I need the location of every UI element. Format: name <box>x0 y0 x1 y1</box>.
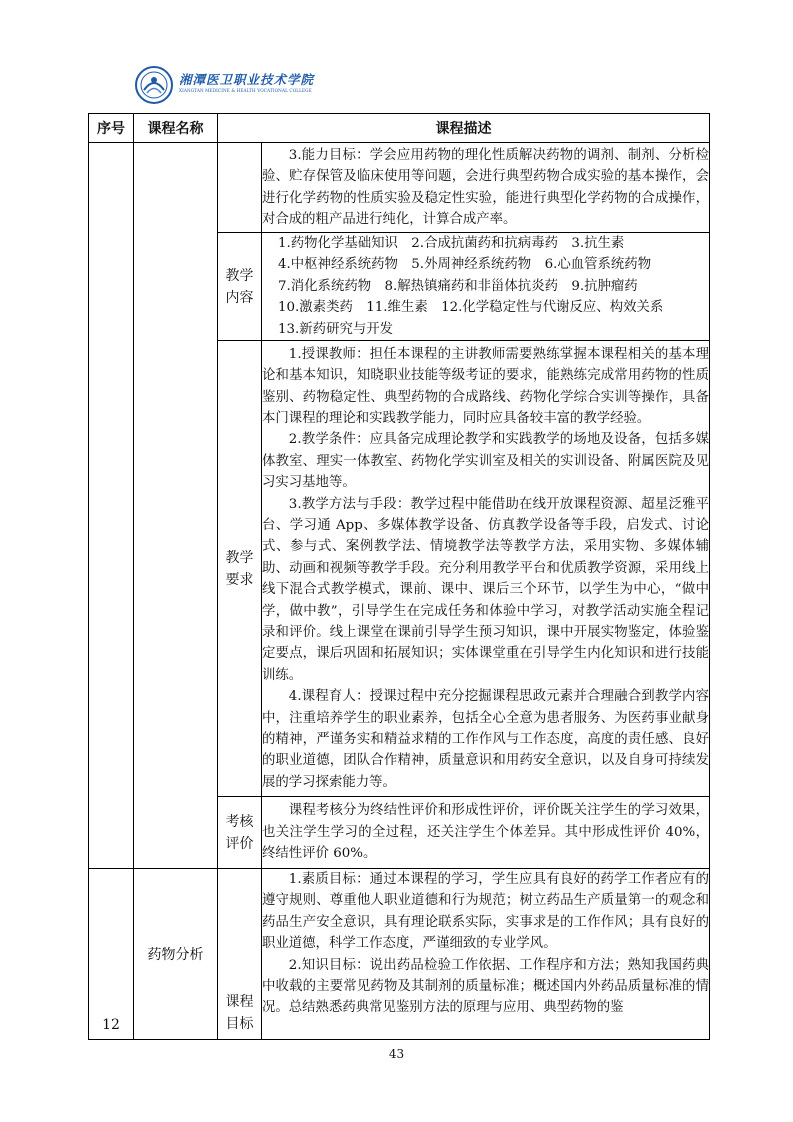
goal-paragraph: 1.素质目标：通过本课程的学习，学生应具有良好的药学工作者应有的遵守规则、尊重他人职业道德和行为规范；树立药品生产质量第一的观念和药品生产安全意识，具有理论联系实际，实事求是的工作作风；具有良好的职业道德，科学工作态度，严谨细致的专业学风。 <box>262 872 709 952</box>
table-header-row <box>89 114 710 143</box>
content-line: 4.中枢神经系统药物 5.外周神经系统药物 6.心血管系统药物 <box>278 257 652 273</box>
course-cell-empty <box>134 143 218 869</box>
course-name-cell: 药物分析 <box>134 869 218 1040</box>
college-emblem-icon <box>135 66 173 104</box>
table-row <box>89 143 710 233</box>
ability-goal-cell <box>262 143 710 233</box>
assessment-cell <box>262 797 710 869</box>
content-line: 7.消化系统药物 8.解热镇痛药和非甾体抗炎药 9.抗肿瘤药 <box>278 278 638 294</box>
goal-label: 课程 目标 <box>218 869 262 1040</box>
requirement-paragraph: 2.教学条件：应具备完成理论教学和实践教学的场地及设备，包括多媒体教室、理实一体教室、药物化学实训室及相关的实训设备、附属医院及见习实习基地等。 <box>262 432 709 491</box>
seq-cell-empty <box>89 143 134 869</box>
requirement-paragraph: 3.教学方法与手段：教学过程中能借助在线开放课程资源、超星泛雅平台、学习通 App、多媒体教学设备、仿真教学设备等手段，启发式、讨论式、参与式、案例教学法、情境教学法等教学方法，采用实物、多媒体辅助、动画和视频等教学手段。充分利用教学平台和优质教学资源，采用线上线下混合式教学模式，课前、课中、课后三个环节，以学生为中心，“做中学，做中教”，引导学生在完成任务和体验中学习，对教学活动实施全程记录和评价。线上课堂在课前引导学生预习知识，课中开展实物鉴定，体验鉴定要点，课后巩固和拓展知识；实体课堂重在引导学生内化知识和进行技能训练。 <box>262 496 709 683</box>
logo-text-cn: 湘潭医卫职业技术学院 <box>179 72 315 87</box>
header-desc: 课程描述 <box>218 114 710 143</box>
content-line: 10.激素类药 11.维生素 12.化学稳定性与代谢反应、构效关系 <box>278 300 664 316</box>
content-line: 1.药物化学基础知识 2.合成抗菌药和抗病毒药 3.抗生素 <box>278 236 625 251</box>
goal-paragraph: 2.知识目标：说出药品检验工作依据、工作程序和方法；熟知我国药典中收载的主要常见药物及其制剂的质量标准；概述国内外药品质量标准的情况。总结熟悉药典常见鉴别方法的原理与应用、典型药物的鉴 <box>262 957 709 1016</box>
assessment-text: 课程考核分为终结性评价和形成性评价，评价既关注学生的学习效果，也关注学生学习的全过程，还关注学生个体差异。其中形成性评价 40%，终结性评价 60%。 <box>262 803 709 862</box>
header-seq: 序号 <box>89 114 134 143</box>
requirements-cell <box>262 341 710 797</box>
ability-goal-text: 3.能力目标：学会应用药物的理化性质解决药物的调剂、制剂、分析检验、贮存保管及临床使用等问题，会进行典型药物合成实验的基本操作，会进行化学药物的性质实验及稳定性实验，能进行典型化学药物的合成操作，对合成的粗产品进行纯化，计算合成产率。 <box>262 147 709 227</box>
table-row <box>89 869 710 1040</box>
requirement-paragraph: 4.课程育人：授课过程中充分挖掘课程思政元素并合理融合到教学内容中，注重培养学生的职业素养，包括全心全意为患者服务、为医药事业献身的精神，严谨务实和精益求精的工作作风与工作态度，高度的责任感、良好的职业道德，团队合作精神，质量意识和用药安全意识，以及自身可持续发展的学习探索能力等。 <box>262 689 709 790</box>
seq-cell: 12 <box>89 869 134 1040</box>
requirement-paragraph: 1.授课教师：担任本课程的主讲教师需要熟练掌握本课程相关的基本理论和基本知识，知晓职业技能等级考证的要求，能熟练完成常用药物的性质鉴别、药物稳定性、典型药物的合成路线、药物化学综合实训等操作，具备本门课程的理论和实践教学能力，同时应具备较丰富的教学经验。 <box>262 346 709 426</box>
assessment-label: 考核 评价 <box>218 797 262 869</box>
logo-text-en: XIANGTAN MEDICINE & HEALTH VOCATIONAL COLLEGE <box>179 88 312 93</box>
label-cell-empty <box>218 143 262 233</box>
course-table <box>88 113 710 1040</box>
header-course: 课程名称 <box>134 114 218 143</box>
content-label: 教学 内容 <box>218 233 262 341</box>
page-number: 43 <box>388 1047 405 1061</box>
content-line: 13.新药研究与开发 <box>278 321 394 337</box>
content-cell <box>262 233 710 341</box>
college-logo <box>135 66 315 106</box>
requirements-label: 教学 要求 <box>218 341 262 797</box>
goal-cell <box>262 869 710 1040</box>
